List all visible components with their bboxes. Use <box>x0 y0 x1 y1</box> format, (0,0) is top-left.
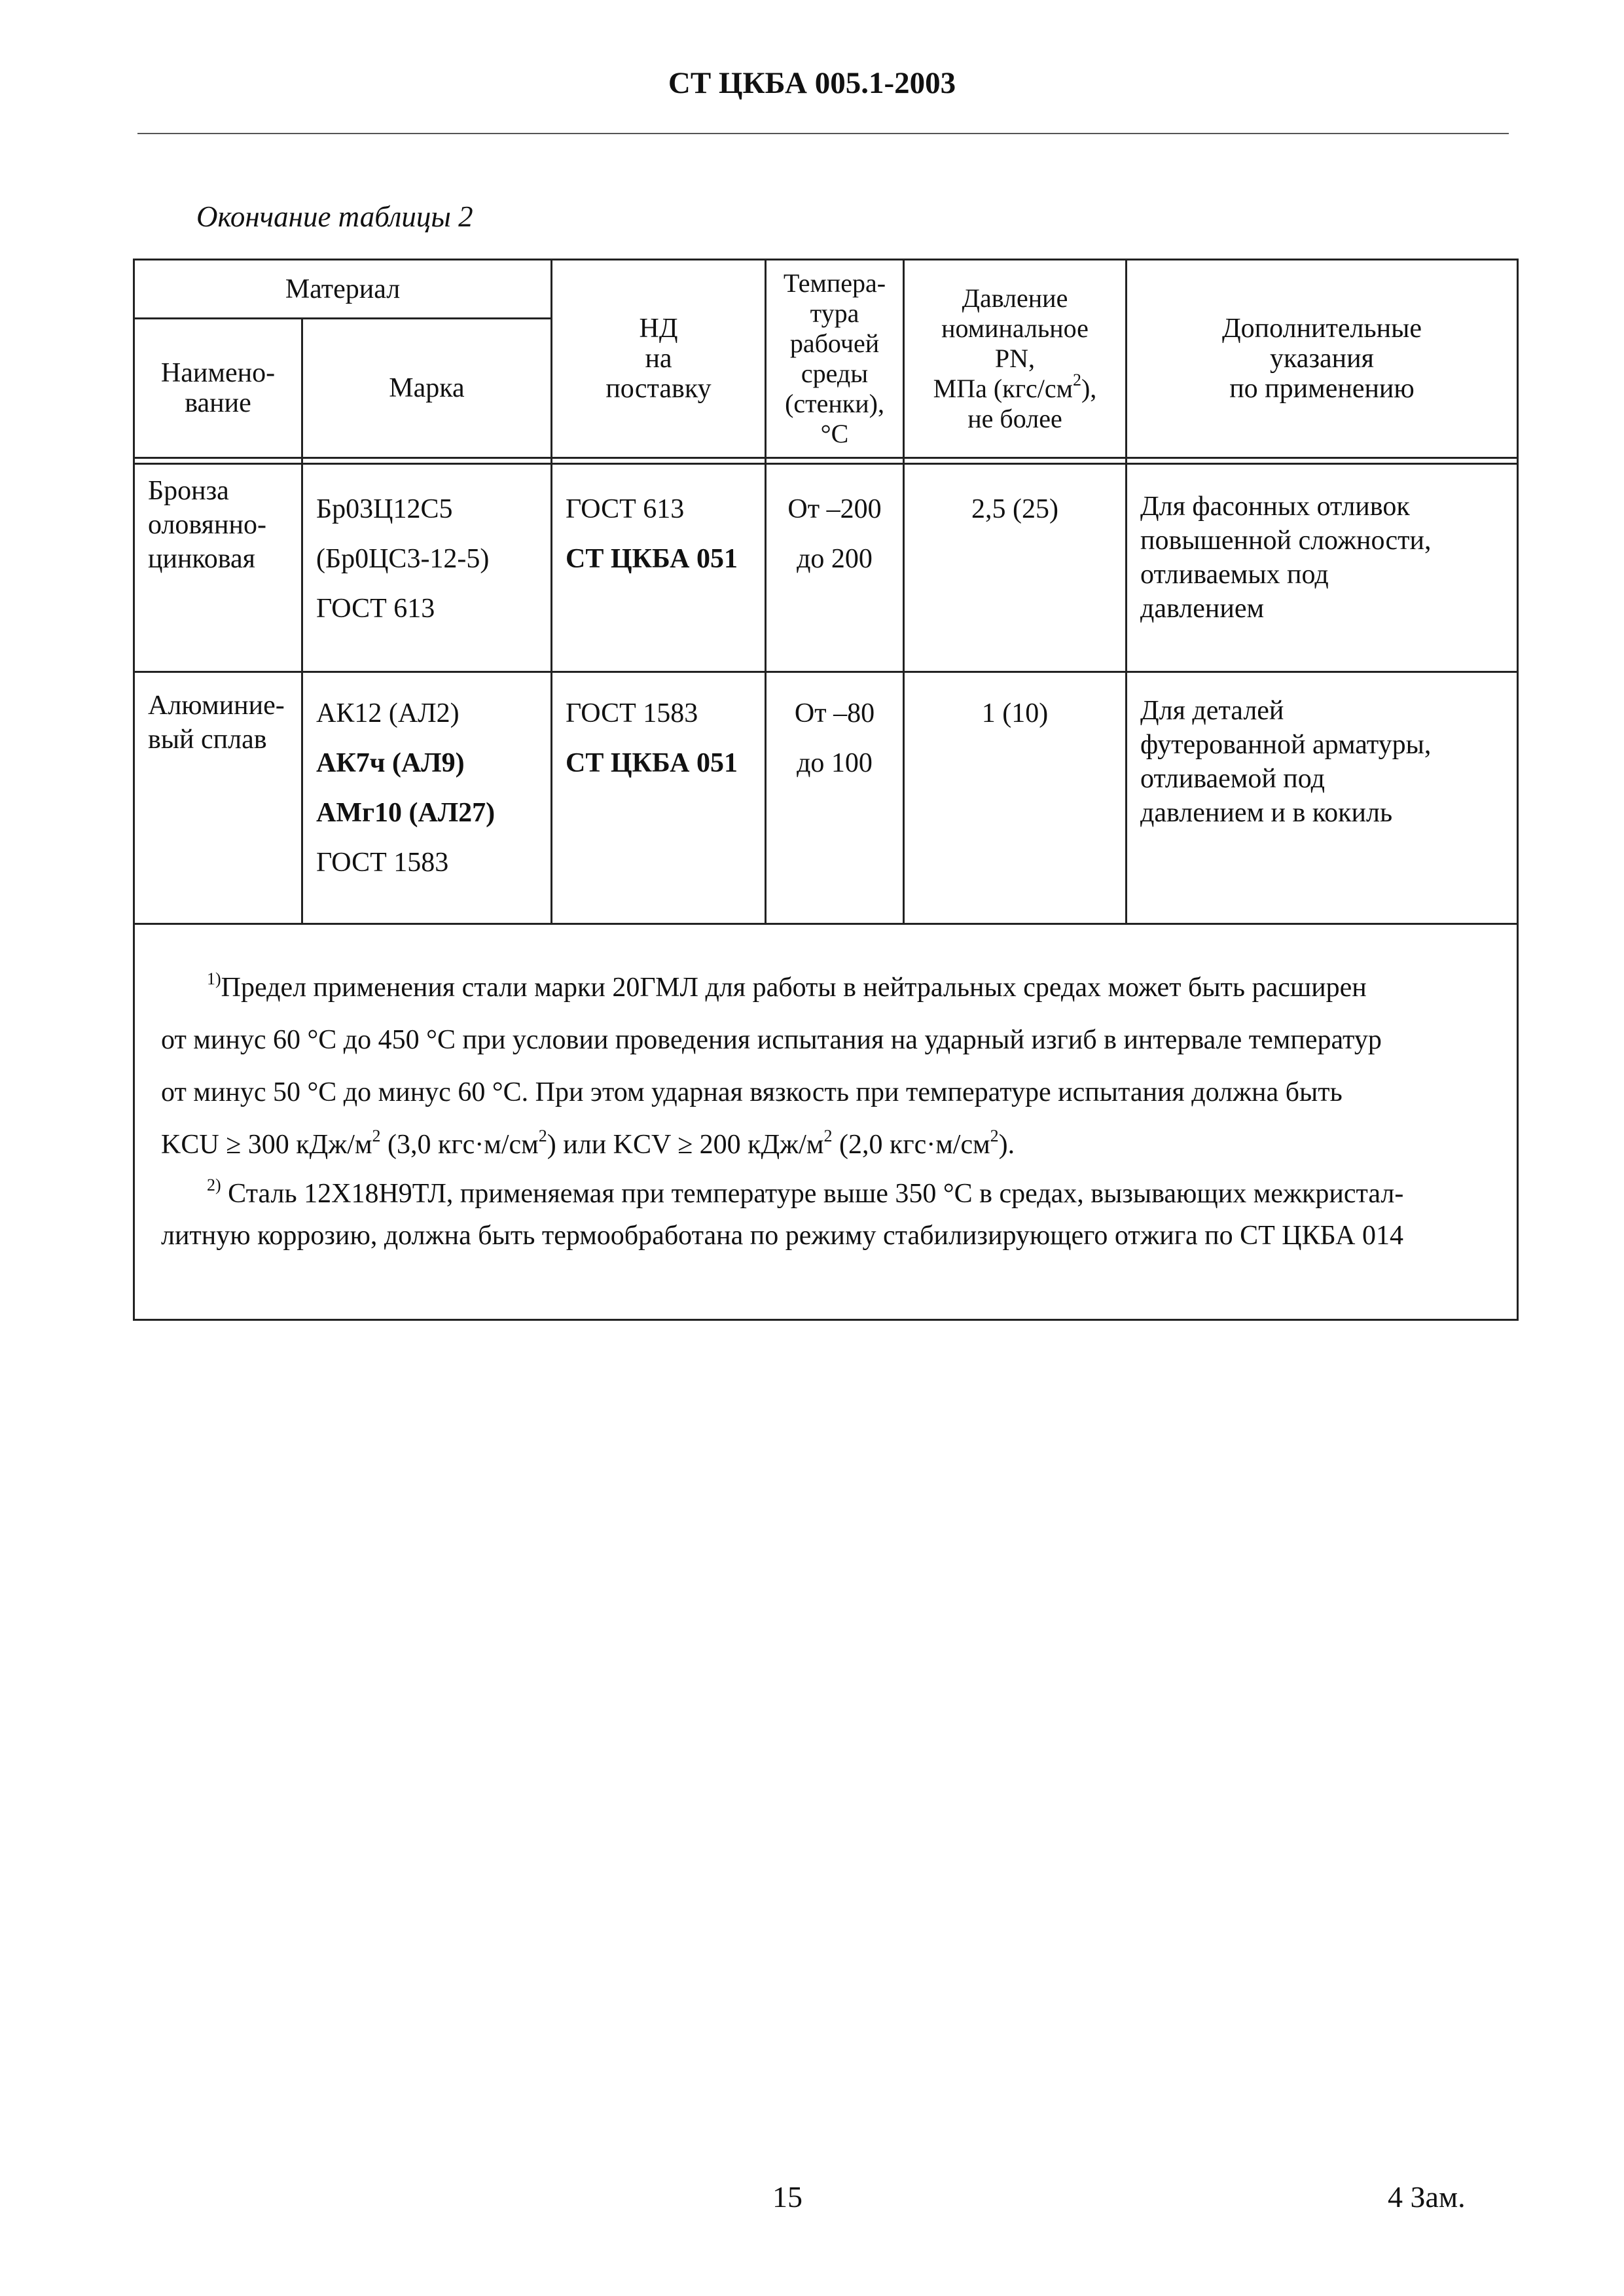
grade-line: Бр03Ц12С5 <box>316 494 453 524</box>
nd-line: ГОСТ 613 <box>566 494 685 524</box>
header-material-label: Материал <box>285 274 401 304</box>
temp-line: От –80 <box>794 698 875 728</box>
grade-line: ГОСТ 1583 <box>316 848 449 878</box>
superscript: 2 <box>990 1126 999 1145</box>
notes-line: футерованной арматуры, <box>1140 730 1432 760</box>
header-temp-line: тура <box>810 298 859 328</box>
footnotes-cell <box>134 924 1518 1320</box>
document-header-title: СТ ЦКБА 005.1-2003 <box>668 66 956 100</box>
temp-line: От –200 <box>787 494 882 524</box>
header-name-line: вание <box>185 388 251 418</box>
header-pressure-line: Давление <box>962 283 1068 313</box>
header-name-line: Наимено- <box>160 358 276 388</box>
table-row <box>134 672 1518 924</box>
nd-line-bold: СТ ЦКБА 051 <box>566 544 738 574</box>
table-caption: Окончание таблицы 2 <box>196 200 473 233</box>
cell-temperature <box>766 672 904 924</box>
footnote-text: от минус 50 °С до минус 60 °С. При этом ударная вязкость при температуре испытания должна быть <box>161 1077 1343 1107</box>
header-temp-line: °С <box>820 419 849 448</box>
footnote-text: (3,0 кгс·м/см <box>388 1130 539 1160</box>
header-nd-line: НД <box>639 314 678 344</box>
header-grade-label: Марка <box>389 373 465 403</box>
notes-line: отливаемых под <box>1140 560 1329 590</box>
superscript: 2 <box>538 1126 547 1145</box>
name-line: цинковая <box>148 544 255 574</box>
header-material <box>134 260 552 319</box>
revision-mark: 4 Зам. <box>1388 2180 1466 2214</box>
footnote-text: ). <box>998 1130 1015 1160</box>
header-name <box>134 319 302 458</box>
grade-line-bold: АМг10 (АЛ27) <box>316 798 496 828</box>
cell-grade <box>302 672 552 924</box>
pressure-value: 1 (10) <box>981 698 1049 728</box>
footnote-text: KCU ≥ 300 кДж/м <box>161 1130 372 1160</box>
cell-nd <box>552 672 766 924</box>
header-additional-notes <box>1127 260 1518 458</box>
header-nd <box>552 260 766 458</box>
nd-line-bold: СТ ЦКБА 051 <box>566 748 738 778</box>
footnote-formula-line <box>161 1119 1490 1171</box>
cell-nd <box>552 464 766 672</box>
header-pressure-unit-line <box>905 370 1125 404</box>
header-temp-line: Темпера- <box>783 268 886 298</box>
grade-line-bold: АК7ч (АЛ9) <box>316 748 465 778</box>
header-grade <box>302 319 552 458</box>
header-pressure-line: PN, <box>994 344 1036 373</box>
header-nd-line: на <box>645 344 672 374</box>
notes-line: давлением и в кокиль <box>1140 798 1393 828</box>
footnote-2 <box>161 1171 1490 1217</box>
header-divider <box>137 133 1509 134</box>
pressure-unit-text: МПа (кгс/см <box>933 374 1073 403</box>
notes-line: Для фасонных отливок <box>1140 492 1410 522</box>
header-temp-line: среды <box>801 359 869 388</box>
grade-line: АК12 (АЛ2) <box>316 698 460 728</box>
footnote-text: ) или KCV ≥ 200 кДж/м <box>547 1130 824 1160</box>
name-line: оловянно- <box>148 510 266 540</box>
header-pressure-line: номинальное <box>941 314 1089 343</box>
footnote-text: Сталь 12Х18Н9ТЛ, применяемая при температуре выше 350 °С в средах, вызывающих межкристал- <box>228 1179 1404 1209</box>
header-temp-line: рабочей <box>789 329 880 358</box>
footnote-mark: 2) <box>207 1175 221 1194</box>
cell-grade <box>302 464 552 672</box>
grade-line: ГОСТ 613 <box>316 594 435 624</box>
materials-table <box>133 259 1519 1321</box>
pressure-value: 2,5 (25) <box>971 494 1058 524</box>
page-number: 15 <box>772 2180 803 2214</box>
superscript: 2 <box>823 1126 833 1145</box>
header-nd-line: поставку <box>605 374 712 404</box>
notes-line: отливаемой под <box>1140 764 1325 794</box>
cell-pressure <box>904 672 1127 924</box>
footnote-1 <box>161 961 1490 1014</box>
table-row <box>134 464 1518 672</box>
footnote-text: от минус 60 °С до 450 °С при условии проведения испытания на ударный изгиб в интервале температур <box>161 1025 1382 1055</box>
header-notes-line: указания <box>1270 344 1374 374</box>
temp-line: до 200 <box>797 544 873 574</box>
header-pressure <box>904 260 1127 458</box>
name-line: Алюминие- <box>148 691 285 721</box>
grade-line: (Бр0ЦС3-12-5) <box>316 544 490 574</box>
nd-line: ГОСТ 1583 <box>566 698 698 728</box>
footnote-text: (2,0 кгс·м/см <box>839 1130 990 1160</box>
footnote-text: Предел применения стали марки 20ГМЛ для работы в нейтральных средах может быть расширен <box>221 973 1367 1003</box>
header-notes-line: Дополнительные <box>1222 314 1422 344</box>
superscript: 2 <box>372 1126 381 1145</box>
notes-line: повышенной сложности, <box>1140 526 1432 556</box>
header-temperature <box>766 260 904 458</box>
name-line: вый сплав <box>148 725 267 755</box>
notes-line: Для деталей <box>1140 696 1284 726</box>
footnote-mark: 1) <box>207 969 221 988</box>
cell-notes <box>1127 672 1518 924</box>
cell-notes <box>1127 464 1518 672</box>
superscript: 2 <box>1072 370 1081 389</box>
cell-pressure <box>904 464 1127 672</box>
pressure-unit-close: ), <box>1081 374 1097 403</box>
cell-name <box>134 464 302 672</box>
cell-name <box>134 672 302 924</box>
notes-line: давлением <box>1140 594 1265 624</box>
footnote-text: литную коррозию, должна быть термообработана по режиму стабилизирующего отжига по СТ ЦКБА 014 <box>161 1221 1403 1251</box>
name-line: Бронза <box>148 476 229 506</box>
temp-line: до 100 <box>797 748 873 778</box>
header-double-rule <box>134 458 1518 464</box>
header-temp-line: (стенки), <box>785 389 884 418</box>
header-notes-line: по применению <box>1229 374 1415 404</box>
header-pressure-line: не более <box>967 404 1062 433</box>
cell-temperature <box>766 464 904 672</box>
